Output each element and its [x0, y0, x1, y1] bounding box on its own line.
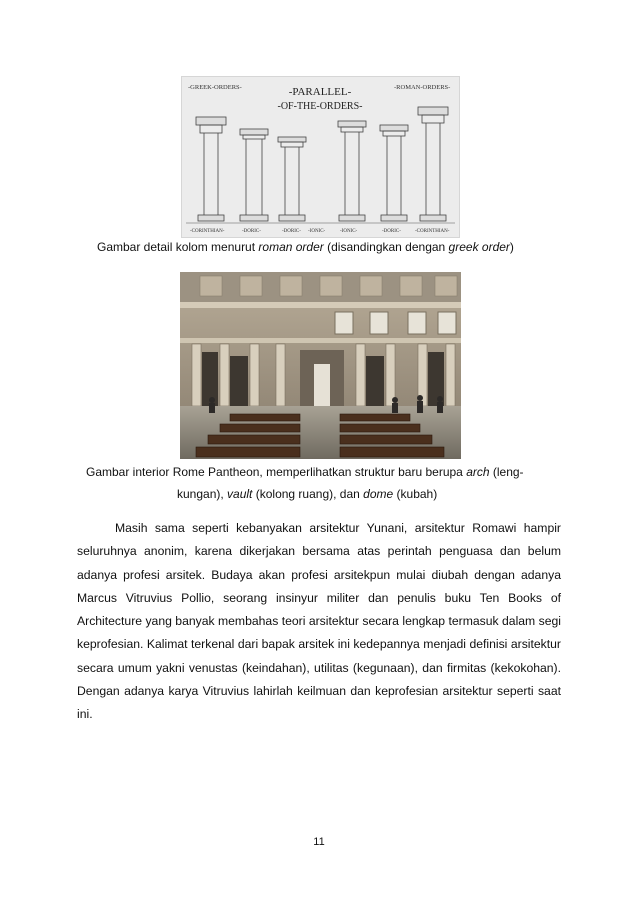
body-paragraph-text: Masih sama seperti kebanyakan arsitektur Yunani, arsitektur Romawi hampir seluruhnya anonim, karena dikerjakan bersama atas perintah penguasa dan belum adanya profesi arsitek. Budaya akan profesi arsitekpun mulai diubah dengan adanya Marcus Vitruvius Pollio, seorang insinyur militer dan penulis buku Ten Books of Architecture yang banyak membahas teori arsitektur secara lengkap termasuk dalam segi keprofesian. Kalimat terkenal dari bapak arsitek ini kedepannya menjadi definisi arsitektur secara umum yakni venustas (keindahan), utilitas (kegunaan), dan firmitas (kekokohan). Dengan adanya karya Vitruvius lahirlah keilmuan dan keprofesian arsitektur seperti saat ini. [77, 521, 561, 722]
orders-drawing-image [181, 76, 460, 238]
orders-drawing-svg [182, 77, 459, 237]
page-number: 11 [313, 836, 325, 848]
caption-orders-middle: (disandingkan dengan [323, 240, 449, 254]
caption-pantheon-prefix: Gambar interior Rome Pantheon, memperlihatkan struktur baru berupa [86, 465, 467, 479]
caption-pantheon-line2-prefix: kungan), [177, 487, 228, 501]
caption-orders-greek: greek order [448, 240, 510, 254]
pantheon-interior-photo [180, 272, 461, 459]
caption-orders-suffix: ) [509, 240, 514, 254]
order-label-4: -IONIC- [308, 229, 326, 234]
caption-pantheon-vault: vault [227, 487, 253, 501]
order-label-6: -DORIC- [382, 229, 401, 234]
orders-left-label: -GREEK-ORDERS- [188, 84, 242, 91]
orders-right-label: -ROMAN-ORDERS- [394, 84, 451, 91]
order-label-3: -DORIC- [282, 229, 301, 234]
pantheon-photo-svg [180, 272, 461, 459]
order-label-5: -IONIC- [340, 229, 358, 234]
caption-pantheon-arch: arch [466, 465, 490, 479]
caption-pantheon-line2 [177, 486, 437, 502]
orders-heading-line2: -OF-THE-ORDERS- [277, 101, 363, 112]
order-label-1: -CORINTHIAN- [190, 229, 225, 234]
caption-orders [97, 239, 514, 255]
order-label-2: -DORIC- [242, 229, 261, 234]
caption-pantheon-line1 [86, 464, 524, 480]
caption-pantheon-line2-middle: (kolong ruang), dan [252, 487, 364, 501]
orders-heading-line1: -PARALLEL- [288, 86, 352, 98]
caption-pantheon-dome: dome [363, 487, 394, 501]
caption-orders-roman: roman order [258, 240, 324, 254]
caption-pantheon-line2-suffix: (kubah) [393, 487, 438, 501]
caption-orders-prefix: Gambar detail kolom menurut [97, 240, 259, 254]
caption-pantheon-line1-suffix: (leng- [489, 465, 524, 479]
order-label-7: -CORINTHIAN- [415, 229, 450, 234]
body-paragraph [77, 517, 561, 727]
